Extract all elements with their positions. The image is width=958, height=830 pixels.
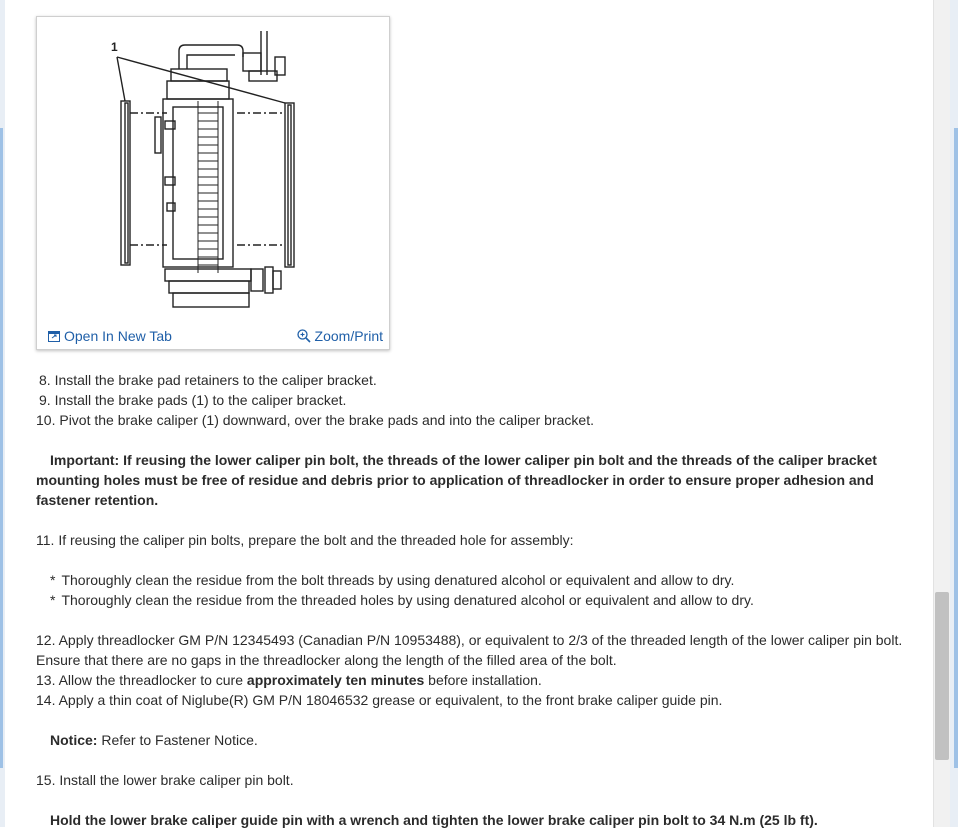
step-8: 8. Install the brake pad retainers to the caliper bracket. — [39, 372, 377, 388]
zoom-icon — [297, 329, 311, 343]
step-13: 13. Allow the threadlocker to cure approximately ten minutes before installation. — [36, 672, 542, 688]
vertical-scrollbar-thumb[interactable] — [935, 592, 949, 760]
torque-instruction: Hold the lower brake caliper guide pin with a wrench and tighten the lower brake caliper pin bolt to 34 N.m (25 lb ft). — [50, 812, 818, 828]
open-in-new-tab-label: Open In New Tab — [64, 328, 172, 344]
cleaning-bullets — [36, 570, 926, 610]
important-note: Important: If reusing the lower caliper pin bolt, the threads of the lower caliper pin bolt and the threads of the caliper bracket mounting holes must be free of residue and debris prior to application of threadlocker in order to ensure proper adhesion and fastener retention. — [36, 452, 877, 508]
left-edge-rail — [0, 0, 5, 827]
brake-caliper-diagram — [37, 17, 389, 317]
procedure-content — [36, 370, 926, 830]
zoom-print-link[interactable] — [297, 328, 383, 344]
new-tab-icon — [48, 331, 60, 342]
bullet-item: * Thoroughly clean the residue from the threaded holes by using denatured alcohol or equivalent and allow to dry. — [50, 592, 754, 608]
left-edge-accent — [0, 128, 3, 768]
right-edge-rail — [950, 0, 958, 827]
right-edge-accent — [954, 128, 958, 768]
step-11: 11. If reusing the caliper pin bolts, prepare the bolt and the threaded hole for assembly: — [36, 532, 574, 548]
step-10: 10. Pivot the brake caliper (1) downward, over the brake pads and into the caliper bracket. — [36, 412, 594, 428]
notice-note: Notice: Refer to Fastener Notice. — [50, 732, 258, 748]
step-9: 9. Install the brake pads (1) to the caliper bracket. — [39, 392, 347, 408]
figure-panel — [36, 16, 390, 350]
zoom-print-label: Zoom/Print — [314, 328, 383, 344]
open-in-new-tab-link[interactable] — [48, 328, 172, 344]
bullet-item: * Thoroughly clean the residue from the bolt threads by using denatured alcohol or equivalent and allow to dry. — [50, 572, 735, 588]
step-12: 12. Apply threadlocker GM P/N 12345493 (Canadian P/N 10953488), or equivalent to 2/3 of the threaded length of the lower caliper pin bolt. Ensure that there are no gaps in the threadlocker along the length of the filled area of the bolt. — [36, 632, 903, 668]
step-15: 15. Install the lower brake caliper pin bolt. — [36, 772, 294, 788]
step-14: 14. Apply a thin coat of Niglube(R) GM P/N 18046532 grease or equivalent, to the front brake caliper guide pin. — [36, 692, 723, 708]
callout-label: 1 — [111, 40, 118, 54]
